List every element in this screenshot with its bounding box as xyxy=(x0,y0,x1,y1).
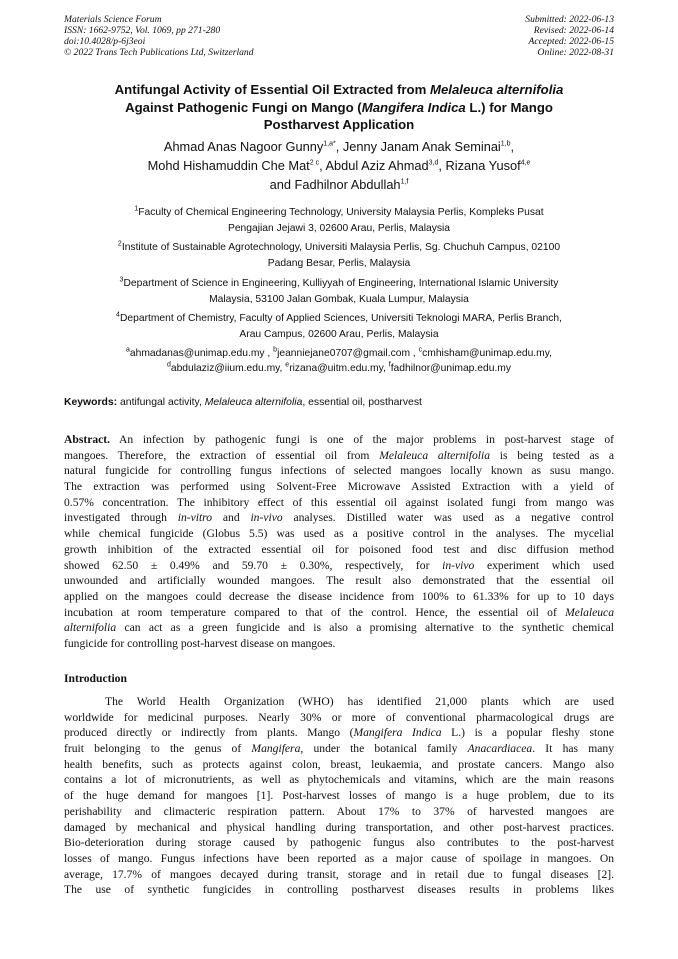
text-line xyxy=(64,741,614,757)
text-italic: Melaleuca xyxy=(565,605,614,619)
text-italic: Mangifera xyxy=(251,742,301,756)
affiliation-line xyxy=(62,276,616,292)
text-line: natural fungicide for controlling fungus infections of selected mangoes locally known as susu mango. xyxy=(64,464,614,478)
text-italic: alternifolia xyxy=(64,621,117,635)
text-italic: Anacardiacea xyxy=(467,742,533,756)
affiliation-text: Department of Chemistry, Faculty of Applied Sciences, Universiti Teknologi MARA, Perlis Branch, xyxy=(119,313,562,324)
email-link[interactable]: rizana@uitm.edu.my, xyxy=(289,362,389,374)
text: investigated through xyxy=(64,511,178,525)
text: L.) is a popular fleshy stone xyxy=(441,726,614,740)
text-line: unwounded and artificially wounded mangoes. The result also demonstrated that the essential oil xyxy=(64,574,614,588)
email-line xyxy=(62,362,616,377)
affiliation-text: Department of Science in Engineering, Kulliyyah of Engineering, International Islamic University xyxy=(123,278,559,289)
title-line xyxy=(40,99,638,117)
text-line: Bio-deterioration during storage caused by pathogenic fungus also contributes to the post-harvest xyxy=(64,836,614,850)
affiliation-number: 3 xyxy=(119,276,124,284)
email-line xyxy=(62,347,616,362)
text-line: The extraction was performed using Solvent-Free Microwave Assisted Extraction with a yield of xyxy=(64,480,614,494)
title-line xyxy=(40,81,638,99)
title-species: Melaleuca alternifolia xyxy=(429,82,564,97)
keywords-text: , essential oil, postharvest xyxy=(302,397,422,408)
affiliation-line: Malaysia, 53100 Jalan Gombak, Kuala Lumpur, Malaysia xyxy=(209,293,469,305)
text-line: of the huge demand for mangoes [1]. Post-harvest losses of mango is a huge problem, due to its xyxy=(64,789,614,803)
email-mark: c xyxy=(418,346,423,354)
text: incubation at room temperature compared to that of the control. Hence, the essential oil of xyxy=(64,605,566,619)
text-line: perishability and climacteric respiration pattern. About 17% to 37% of harvested mangoes are xyxy=(64,804,614,818)
text: is being tested as a xyxy=(490,448,614,462)
date-submitted: Submitted: 2022-06-13 xyxy=(525,14,614,25)
affiliation xyxy=(62,311,616,342)
submission-dates xyxy=(525,14,614,58)
affiliation xyxy=(62,205,616,236)
keywords xyxy=(64,396,624,410)
text-line: contains a lot of micronutrients, as well as phytochemicals and vitamins, which are the main reasons xyxy=(64,773,614,787)
text: An infection by pathogenic fungi is one of the major problems in post-harvest stage of xyxy=(110,433,614,446)
title-text: Against Pathogenic Fungi on Mango ( xyxy=(125,99,362,115)
author-name: Mohd Hishamuddin Che Mat xyxy=(147,157,310,173)
text-line xyxy=(64,510,614,526)
abstract xyxy=(64,432,614,652)
keywords-label: Keywords: xyxy=(64,397,118,408)
email-link[interactable]: fadhilnor@unimap.edu.my xyxy=(390,362,512,374)
text-line: fungicide for controlling post-harvest disease on mangoes. xyxy=(64,636,336,650)
text-line xyxy=(64,725,614,741)
affiliation-number: 4 xyxy=(116,311,120,319)
text-line xyxy=(64,558,614,574)
separator: , xyxy=(510,139,515,154)
author-name: Jenny Janam Anak Seminai xyxy=(342,139,501,154)
author-name: Ahmad Anas Nagoor Gunny xyxy=(163,139,324,154)
affiliation xyxy=(62,276,616,307)
text: showed 62.50 ± 0.49% and 59.70 ± 0.30%, respectively, for xyxy=(64,558,443,572)
date-accepted: Accepted: 2022-06-15 xyxy=(528,36,614,47)
text-line: The use of synthetic fungicides in controlling postharvest diseases results in problems likes xyxy=(64,883,614,897)
author-name: and Fadhilnor Abdullah xyxy=(269,176,401,192)
text-italic: in-vivo xyxy=(442,558,475,572)
author-affil-mark: 4,e xyxy=(520,159,531,167)
text-line: applied on the mangoes could decrease the disease incidence from 100% to 61.33% for up to 10 days xyxy=(64,589,614,603)
email-list xyxy=(62,347,616,376)
email-link[interactable]: ahmadanas@unimap.edu.my , xyxy=(129,348,274,359)
text-line xyxy=(64,448,614,464)
author-name: Rizana Yusof xyxy=(445,157,521,173)
text: experiment which used xyxy=(474,558,614,572)
text-italic: Melaleuca alternifolia xyxy=(379,448,491,462)
author-affil-mark: 1,a* xyxy=(323,140,336,148)
text-line: losses of mango. Fungus infections have been reported as a major cause of spoilage in mangoes. On xyxy=(64,851,614,865)
paper-title xyxy=(40,81,638,134)
affiliation-line xyxy=(62,205,616,221)
text-line xyxy=(64,605,614,621)
journal-doi: doi:10.4028/p-6j3eoi xyxy=(64,36,146,47)
text: . It has many xyxy=(532,742,614,756)
text-line: average, 17.7% of mangoes decayed during transit, storage and in retail due to fungal diseases [2]. xyxy=(64,867,614,881)
journal-issn: ISSN: 1662-9752, Vol. 1069, pp 271-280 xyxy=(64,25,221,36)
text: and xyxy=(212,511,251,525)
text-line: growth inhibition of the extracted essential oil for poisoned food test and disc diffusion method xyxy=(64,542,614,556)
text: , under the botanical family xyxy=(300,742,468,756)
text-line: 0.57% concentration. The inhibitory effect of this essential oil against isolated fungi from mango was xyxy=(64,495,614,509)
text-line: while chemical fungicide (Globus 5.5) was used as a positive control in the analyses. The mycelial xyxy=(64,527,614,541)
author-affil-mark: 2 c xyxy=(309,159,320,167)
text-line xyxy=(64,620,614,636)
title-text: Antifungal Activity of Essential Oil Extracted from xyxy=(114,82,430,97)
affiliation-number: 2 xyxy=(117,240,122,248)
email-mark: b xyxy=(273,346,278,354)
text: produced directly or indirectly from plants. Mango ( xyxy=(64,726,354,740)
text-line: The World Health Organization (WHO) has identified 21,000 plants which are used xyxy=(105,695,614,708)
email-mark: f xyxy=(388,361,391,369)
date-online: Online: 2022-08-31 xyxy=(537,47,614,58)
affiliation-line: Pengajian Jejawi 3, 02600 Arau, Perlis, Malaysia xyxy=(227,222,451,234)
separator: , xyxy=(319,157,326,173)
author-list xyxy=(40,138,638,194)
title-line: Postharvest Application xyxy=(263,117,415,133)
email-link[interactable]: jeanniejane0707@gmail.com , xyxy=(277,348,419,359)
author-line xyxy=(40,157,638,176)
text: analyses. Distilled water was used as a negative control xyxy=(282,511,615,525)
text-line xyxy=(64,432,614,448)
text-italic: Mangifera Indica xyxy=(353,726,442,740)
title-text: L.) for Mango xyxy=(465,99,553,115)
email-mark: d xyxy=(166,361,171,369)
affiliation-text: Institute of Sustainable Agrotechnology, Universiti Malaysia Perlis, Sg. Chuchuh Campus, 02100 xyxy=(121,242,561,253)
author-line xyxy=(40,138,638,157)
separator: , xyxy=(438,157,446,173)
email-link[interactable]: abdulaziz@iium.edu.my, xyxy=(170,362,286,374)
text: fruit belonging to the genus of xyxy=(64,742,252,756)
journal-info xyxy=(64,14,254,58)
affiliation-line: Padang Besar, Perlis, Malaysia xyxy=(267,257,411,269)
text-line: worldwide for medicinal purposes. Nearly 30% or more of conventional pharmacological drugs are xyxy=(64,710,614,724)
affiliation-line xyxy=(62,311,616,327)
abstract-label: Abstract. xyxy=(64,433,111,446)
text-line: health benefits, such as protects against colon, breast, leukaemia, and prostate cancers. Mango also xyxy=(64,757,614,771)
affiliation-line xyxy=(62,240,616,256)
introduction-body xyxy=(64,694,614,898)
affiliation-line: Arau Campus, 02600 Arau, Perlis, Malaysia xyxy=(239,328,439,340)
author-affil-mark: 3,d xyxy=(428,159,439,167)
affiliation xyxy=(62,240,616,271)
affiliation-number: 1 xyxy=(134,205,139,213)
section-heading: Introduction xyxy=(64,672,127,685)
email-mark: a xyxy=(126,346,130,354)
author-affil-mark: 1,b xyxy=(500,140,511,148)
text-italic: in-vivo xyxy=(250,511,283,525)
date-revised: Revised: 2022-06-14 xyxy=(533,25,614,36)
text-line: damaged by mechanical and physical handling during transportation, and other post-harvest practices. xyxy=(64,820,614,834)
text: mangoes. Therefore, the extraction of essential oil from xyxy=(64,448,380,462)
author-line xyxy=(40,176,638,195)
text-italic: in-vitro xyxy=(177,511,213,525)
text: can act as a green fungicide and is also a promising alternative to the synthetic chemical xyxy=(116,621,614,635)
email-mark: e xyxy=(285,361,290,369)
title-species: Mangifera Indica xyxy=(361,99,466,115)
keywords-text: antifungal activity, xyxy=(117,397,205,408)
author-name: Abdul Aziz Ahmad xyxy=(325,157,429,173)
journal-copyright: © 2022 Trans Tech Publications Ltd, Switzerland xyxy=(64,47,254,58)
affiliation-text: Faculty of Chemical Engineering Technology, University Malaysia Perlis, Kompleks Pusat xyxy=(138,207,544,218)
keywords-species: Melaleuca alternifolia xyxy=(204,397,303,408)
author-affil-mark: 1,f xyxy=(400,178,409,186)
separator: , xyxy=(335,139,343,154)
journal-name: Materials Science Forum xyxy=(64,14,162,25)
email-link[interactable]: cmhisham@unimap.edu.my, xyxy=(422,348,552,359)
